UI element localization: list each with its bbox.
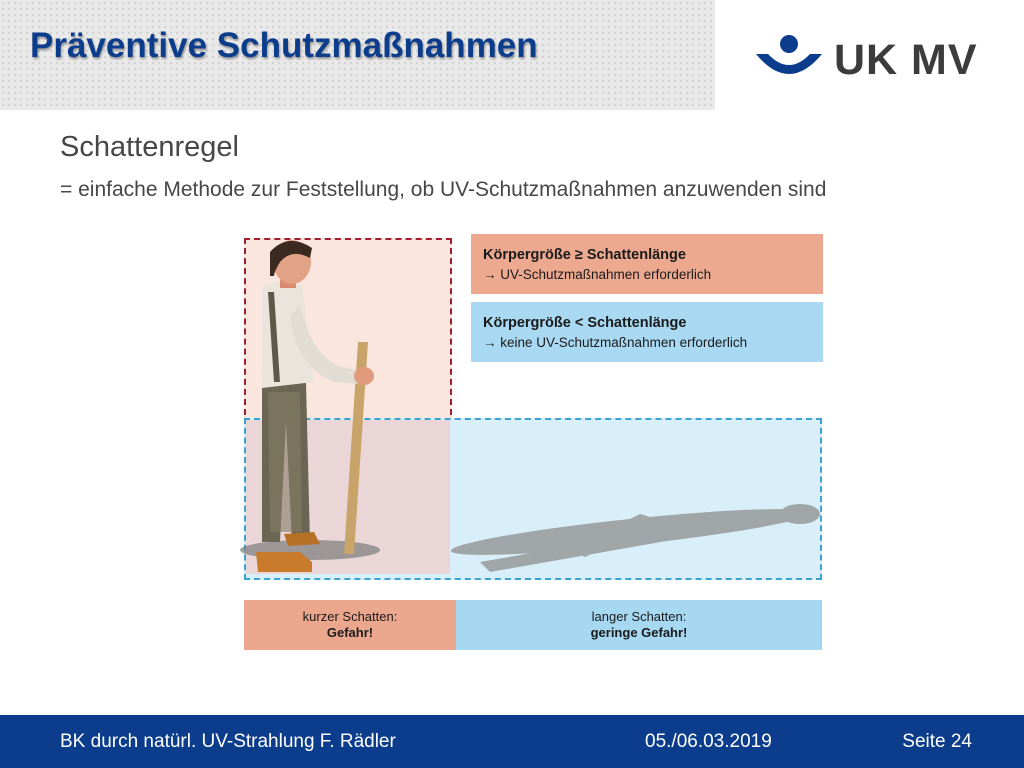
footer-presentation-info: BK durch natürl. UV-Strahlung F. Rädler — [60, 731, 396, 752]
rule-safe-title: Körpergröße < Schattenlänge — [483, 315, 687, 331]
rule-danger-title: Körpergröße ≥ Schattenlänge — [483, 247, 686, 263]
rule-danger-text: → UV-Schutzmaßnahmen erforderlich — [483, 267, 712, 282]
caption-long-shadow — [456, 600, 822, 650]
caption-short-line1: kurzer Schatten: — [302, 609, 398, 624]
rule-safe-text: → keine UV-Schutzmaßnahmen erforderlich — [483, 335, 748, 350]
logo-mark-icon — [754, 32, 824, 86]
logo — [754, 32, 978, 86]
slide-title: Präventive Schutzmaßnahmen — [30, 26, 538, 65]
caption-short-shadow — [244, 600, 456, 650]
description: = einfache Methode zur Feststellung, ob UV-Schutzmaßnahmen anzuwenden sind — [60, 178, 827, 201]
footer-bar — [0, 715, 1024, 768]
caption-long-line2: geringe Gefahr! — [590, 625, 688, 640]
subtitle: Schattenregel — [60, 131, 239, 163]
shadow-rule-figure — [240, 232, 826, 652]
rule-danger-box — [471, 234, 823, 294]
footer-date: 05./06.03.2019 — [645, 731, 772, 752]
caption-short-line2: Gefahr! — [326, 625, 374, 640]
caption-long-line1: langer Schatten: — [591, 609, 687, 624]
footer-page-number: Seite 24 — [902, 731, 972, 752]
logo-text: UK MV — [834, 36, 978, 84]
rule-safe-box — [471, 302, 823, 362]
